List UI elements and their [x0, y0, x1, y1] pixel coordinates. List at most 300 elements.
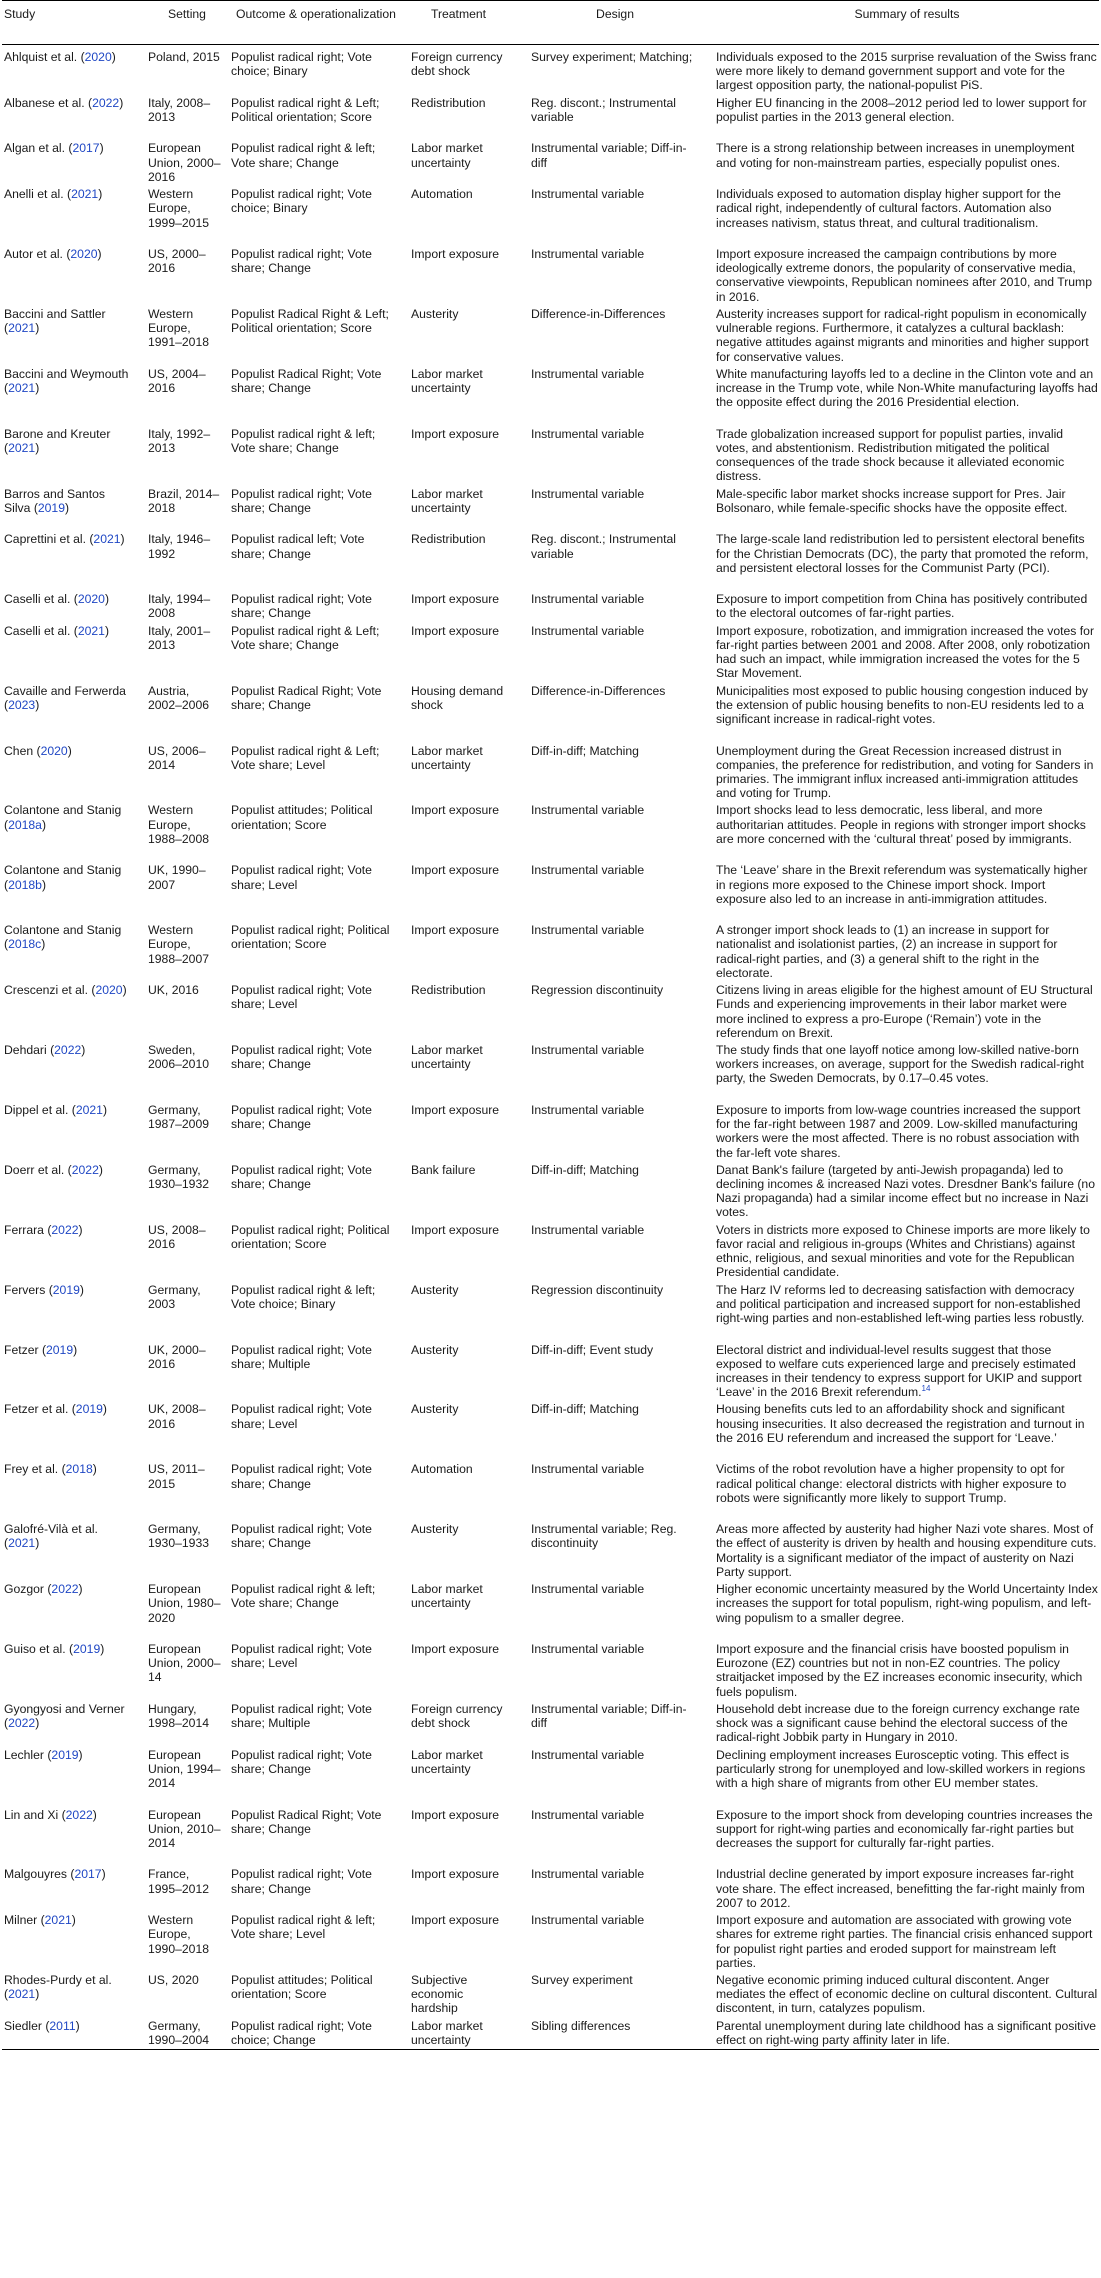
- design-cell-text: Diff-in-diff; Matching: [531, 1162, 639, 1177]
- summary-cell-text: Housing benefits cuts led to an affordability shock and significant housing insecurities. It also decreased the registration and turnout in the 2016 EU referendum and increased the support for ‘Leave.’: [716, 1402, 1085, 1445]
- outcome-cell: [231, 1283, 401, 1311]
- design-cell: [531, 487, 699, 501]
- outcome-cell-text: Populist radical right; Vote share; Change: [231, 1462, 372, 1491]
- summary-cell-text: Import exposure, robotization, and immigration increased the votes for far-right parties between 2001 and 2008. After 2008, only robotization had such an impact, while immigration increased the votes for the 5 Star Movement.: [716, 623, 1095, 681]
- summary-cell-text: Citizens living in areas eligible for the highest amount of EU Structural Funds and experiencing improvements in their labor market were more inclined to express a pro-Europe (‘Remain’) vote in the referendum on Brexit.: [716, 983, 1093, 1040]
- outcome-cell-text: Populist attitudes; Political orientation; Score: [231, 1973, 373, 2002]
- citation-year-link[interactable]: 2021: [8, 1536, 36, 1551]
- outcome-cell-text: Populist radical right & left; Vote share; Change: [231, 141, 376, 170]
- design-cell: [531, 684, 699, 698]
- study-cell: Malgouyres (2017): [4, 1867, 106, 1882]
- treatment-cell: [411, 592, 506, 606]
- setting-cell-text: Italy, 1994–2008: [148, 592, 211, 621]
- summary-cell: [716, 684, 1098, 727]
- study-cell: Baccini and Weymouth (2021): [4, 366, 129, 395]
- setting-cell-text: European Union, 2000–14: [148, 1642, 221, 1685]
- design-cell-text: Survey experiment; Matching;: [531, 50, 693, 64]
- design-cell: [531, 1402, 699, 1416]
- outcome-cell-text: Populist radical right; Political orientation; Score: [231, 1222, 390, 1251]
- design-cell: [531, 532, 699, 560]
- design-cell: [531, 1163, 699, 1177]
- outcome-cell: [231, 803, 401, 831]
- treatment-cell-text: Housing demand shock: [411, 683, 504, 712]
- design-cell-text: Diff-in-diff; Event study: [531, 1342, 654, 1357]
- setting-cell: [148, 1343, 226, 1371]
- setting-cell-text: European Union, 2010–2014: [148, 1807, 221, 1850]
- summary-cell-text: Import shocks lead to less democratic, less liberal, and more authoritarian attitudes. People in regions with stronger import shocks are more concerned with the ‘cultural threat’ posed by immigrants.: [716, 803, 1086, 846]
- setting-cell-text: France, 1995–2012: [148, 1867, 210, 1896]
- citation-year-link[interactable]: 2021: [71, 187, 99, 202]
- treatment-cell-text: Automation: [411, 187, 473, 202]
- summary-cell-text: There is a strong relationship between increases in unemployment and voting for non-mainstream parties, especially populist ones.: [716, 141, 1075, 170]
- design-cell-text: Instrumental variable: [531, 247, 645, 261]
- setting-cell-text: Germany, 1930–1933: [148, 1522, 210, 1551]
- design-cell: [531, 592, 699, 606]
- outcome-cell: [231, 487, 401, 515]
- design-cell-text: Instrumental variable: [531, 1582, 645, 1597]
- study-cell: Colantone and Stanig (2018a): [4, 803, 122, 832]
- summary-cell: [716, 532, 1098, 575]
- treatment-cell-text: Labor market uncertainty: [411, 743, 483, 772]
- summary-cell: [716, 487, 1098, 515]
- summary-cell-text: Parental unemployment during late childhood has a significant positive effect on right-wing party affinity later in life.: [716, 2018, 1097, 2047]
- setting-cell: [148, 1867, 226, 1895]
- setting-cell-text: Hungary, 1998–2014: [148, 1701, 210, 1731]
- design-cell-text: Instrumental variable: [531, 366, 645, 381]
- citation-year-link[interactable]: 2021: [75, 1102, 103, 1117]
- study-cell: Rhodes-Purdy et al. (2021): [4, 1973, 112, 2002]
- setting-cell: [148, 1808, 226, 1851]
- study-author: Dehdari: [4, 1043, 51, 1057]
- outcome-cell: [231, 1103, 401, 1131]
- summary-cell: [716, 1223, 1098, 1280]
- summary-cell: [716, 1973, 1098, 2016]
- outcome-cell: [231, 1462, 401, 1490]
- outcome-cell-text: Populist radical right & left; Vote share; Change: [231, 1582, 376, 1611]
- design-cell: [531, 1913, 699, 1927]
- design-cell: [531, 141, 699, 169]
- study-author: Colantone and Stanig: [4, 863, 122, 878]
- summary-cell: [716, 50, 1098, 93]
- citation-year-link[interactable]: 2023: [8, 697, 36, 712]
- setting-cell-text: US, 2011–2015: [148, 1462, 205, 1491]
- treatment-cell: [411, 1462, 506, 1476]
- study-cell: Algan et al. (2017): [4, 141, 104, 156]
- setting-cell: [148, 1913, 226, 1956]
- outcome-cell: [231, 1867, 401, 1895]
- outcome-cell-text: Populist radical right; Vote choice; Binary: [231, 187, 372, 216]
- outcome-cell-text: Populist radical right; Vote share; Change: [231, 1747, 372, 1776]
- summary-cell-text: Higher economic uncertainty measured by the World Uncertainty Index increases the support for total populism, right-wing populism, and left-wing populism to a smaller degree.: [716, 1582, 1098, 1625]
- treatment-cell-text: Labor market uncertainty: [411, 1043, 483, 1072]
- citation-year-link[interactable]: 2022: [71, 1162, 99, 1177]
- outcome-cell-text: Populist radical right; Vote share; Change: [231, 1867, 372, 1896]
- setting-cell-text: Austria, 2002–2006: [148, 683, 210, 712]
- summary-cell-text: The large-scale land redistribution led to persistent electoral benefits for the Christian Democrats (DC), the party that promoted the reform, and persistent electoral losses for the Communist Party (PCI).: [716, 532, 1089, 575]
- design-cell: [531, 803, 699, 817]
- design-cell: [531, 624, 699, 638]
- outcome-cell: [231, 983, 401, 1011]
- summary-cell: [716, 247, 1098, 304]
- design-cell-text: Instrumental variable: [531, 1807, 645, 1822]
- outcome-cell: [231, 1808, 401, 1836]
- citation-year-link[interactable]: 2020: [95, 983, 123, 998]
- study-author: Fervers: [4, 1282, 49, 1297]
- study-author: Caselli et al.: [4, 623, 74, 638]
- treatment-cell-text: Redistribution: [411, 532, 486, 547]
- outcome-cell-text: Populist radical right & left; Vote choice; Binary: [231, 1282, 376, 1311]
- citation-year-link[interactable]: 2020: [84, 50, 112, 64]
- treatment-cell-text: Import exposure: [411, 1102, 500, 1117]
- citation-year-link[interactable]: 2022: [8, 1716, 36, 1731]
- citation-year-link[interactable]: 2022: [51, 1222, 79, 1237]
- study-author: Milner: [4, 1913, 41, 1928]
- top-rule: [2, 0, 1099, 1]
- study-author: Fetzer: [4, 1342, 42, 1357]
- citation-year-link[interactable]: 2017: [74, 1867, 102, 1882]
- citation-year-link[interactable]: 2017: [72, 141, 100, 156]
- design-cell: [531, 1103, 699, 1117]
- setting-cell: [148, 624, 226, 652]
- bottom-rule: [2, 2049, 1099, 2050]
- outcome-cell-text: Populist radical right; Vote share; Change: [231, 1102, 372, 1132]
- citation-year-link[interactable]: 2022: [54, 1043, 82, 1057]
- study-author: Fetzer et al.: [4, 1402, 72, 1417]
- setting-cell-text: European Union, 1980–2020: [148, 1582, 221, 1625]
- outcome-cell-text: Populist radical right; Vote share; Change: [231, 592, 372, 621]
- design-cell-text: Instrumental variable: [531, 592, 645, 607]
- setting-cell-text: European Union, 1994–2014: [148, 1747, 221, 1790]
- outcome-cell: [231, 1582, 401, 1610]
- treatment-cell: [411, 1642, 506, 1656]
- setting-cell-text: European Union, 2000–2016: [148, 141, 221, 184]
- citation-year-link[interactable]: 2020: [70, 247, 98, 261]
- outcome-cell: [231, 1748, 401, 1776]
- outcome-cell: [231, 427, 401, 455]
- treatment-cell: [411, 1043, 506, 1071]
- study-author: Siedler: [4, 2018, 46, 2033]
- setting-cell-text: US, 2008–2016: [148, 1222, 206, 1251]
- citation-year-link[interactable]: 2022: [51, 1582, 79, 1597]
- citation-year-link[interactable]: 2021: [93, 532, 121, 547]
- setting-cell: [148, 141, 226, 184]
- treatment-cell: [411, 863, 506, 877]
- summary-cell: [716, 1462, 1098, 1505]
- design-cell-text: Instrumental variable: [531, 1867, 645, 1882]
- design-cell-text: Instrumental variable: [531, 1642, 645, 1656]
- design-cell-text: Instrumental variable; Diff-in-diff: [531, 141, 687, 170]
- outcome-cell: [231, 2019, 401, 2047]
- design-cell-text: Sibling differences: [531, 2018, 631, 2033]
- treatment-cell-text: Import exposure: [411, 863, 500, 878]
- citation-year-link[interactable]: 2018a: [8, 817, 42, 832]
- outcome-cell: [231, 247, 401, 275]
- outcome-cell-text: Populist radical right; Vote share; Level: [231, 983, 372, 1012]
- citation-year-link[interactable]: 2018b: [8, 877, 42, 892]
- design-cell-text: Instrumental variable: [531, 486, 645, 501]
- study-cell: Ferrara (2022): [4, 1222, 83, 1237]
- outcome-cell: [231, 1913, 401, 1941]
- citation-year-link[interactable]: 2020: [40, 743, 68, 758]
- study-author: Guiso et al.: [4, 1642, 70, 1656]
- treatment-cell: [411, 1748, 506, 1776]
- design-cell-text: Instrumental variable: [531, 1102, 645, 1117]
- setting-cell: [148, 307, 226, 350]
- summary-cell-text: Household debt increase due to the foreign currency exchange rate shock was a significant cause behind the electoral success of the radical-right Jobbik party in Hungary in 2010.: [716, 1701, 1080, 1745]
- treatment-cell: [411, 247, 506, 261]
- design-cell-text: Survey experiment: [531, 1973, 633, 1987]
- study-cell: Gozgor (2022): [4, 1582, 83, 1597]
- design-cell-text: Instrumental variable: [531, 426, 645, 441]
- treatment-cell-text: Import exposure: [411, 1913, 500, 1928]
- treatment-cell-text: Foreign currency debt shock: [411, 1701, 503, 1731]
- design-cell: [531, 307, 699, 321]
- study-author: Cavaille and Ferwerda: [4, 683, 126, 698]
- header-outcome: Outcome & operationalization: [236, 7, 396, 21]
- study-author: Chen: [4, 743, 37, 758]
- summary-cell: [716, 1642, 1098, 1699]
- outcome-cell-text: Populist radical right; Political orientation; Score: [231, 923, 390, 952]
- design-cell: [531, 247, 699, 261]
- design-cell: [531, 1462, 699, 1476]
- citation-year-link[interactable]: 2021: [77, 623, 105, 638]
- design-cell: [531, 50, 699, 64]
- treatment-cell: [411, 1582, 506, 1610]
- outcome-cell: [231, 1522, 401, 1550]
- setting-cell: [148, 187, 226, 230]
- setting-cell-text: Western Europe, 1991–2018: [148, 306, 210, 350]
- outcome-cell-text: Populist radical right & Left; Political orientation; Score: [231, 95, 380, 124]
- treatment-cell-text: Labor market uncertainty: [411, 2018, 483, 2047]
- design-cell: [531, 2019, 699, 2033]
- summary-cell-text: Negative economic priming induced cultural discontent. Anger mediates the effect of economic decline on cultural discontent. Cultural discontent, in turn, catalyzes populism.: [716, 1973, 1098, 2016]
- design-cell-text: Instrumental variable: [531, 1043, 645, 1057]
- outcome-cell-text: Populist radical right; Vote share; Level: [231, 1642, 372, 1671]
- design-cell-text: Instrumental variable; Reg. discontinuity: [531, 1522, 677, 1551]
- treatment-cell: [411, 487, 506, 515]
- outcome-cell: [231, 187, 401, 215]
- outcome-cell-text: Populist radical right; Vote share; Change: [231, 1043, 372, 1072]
- outcome-cell: [231, 1343, 401, 1371]
- study-cell: Fervers (2019): [4, 1282, 84, 1297]
- treatment-cell-text: Import exposure: [411, 803, 500, 818]
- treatment-cell: [411, 187, 506, 201]
- study-author: Caselli et al.: [4, 592, 74, 607]
- citation-year-link[interactable]: 2021: [8, 381, 36, 395]
- treatment-cell-text: Import exposure: [411, 1807, 500, 1822]
- study-cell: Dehdari (2022): [4, 1043, 86, 1057]
- setting-cell: [148, 803, 226, 846]
- study-cell: Ahlquist et al. (2020): [4, 50, 116, 64]
- treatment-cell: [411, 684, 506, 712]
- summary-cell: [716, 1913, 1098, 1970]
- outcome-cell-text: Populist radical right; Vote share; Level: [231, 1402, 372, 1431]
- citation-year-link[interactable]: 2011: [49, 2018, 76, 2033]
- study-author: Autor et al.: [4, 247, 67, 261]
- treatment-cell-text: Import exposure: [411, 1867, 500, 1882]
- treatment-cell: [411, 1103, 506, 1117]
- design-cell-text: Reg. discont.; Instrumental variable: [531, 95, 676, 124]
- setting-cell: [148, 50, 226, 64]
- setting-cell-text: Poland, 2015: [148, 50, 220, 64]
- outcome-cell: [231, 1043, 401, 1071]
- citation-year-link[interactable]: 2022: [92, 95, 120, 110]
- citation-year-link[interactable]: 2021: [8, 1987, 36, 2002]
- summary-cell: [716, 1748, 1098, 1791]
- outcome-cell: [231, 1163, 401, 1191]
- citation-year-link[interactable]: 2018: [65, 1462, 93, 1477]
- treatment-cell: [411, 532, 506, 546]
- design-cell: [531, 1702, 699, 1730]
- setting-cell: [148, 1702, 226, 1730]
- treatment-cell-text: Import exposure: [411, 1642, 500, 1656]
- summary-cell: [716, 1808, 1098, 1851]
- setting-cell-text: Brazil, 2014–2018: [148, 486, 220, 515]
- summary-cell-text: Voters in districts more exposed to Chinese imports are more likely to favor racial and religious in-groups (Whites and Christians) against ethnic, religious, and sexual minorities and vote for the Republican Presidential candidate.: [716, 1222, 1090, 1280]
- outcome-cell-text: Populist radical right; Vote share; Multiple: [231, 1342, 372, 1371]
- outcome-cell: [231, 367, 401, 395]
- study-author: Frey et al.: [4, 1462, 62, 1477]
- setting-cell: [148, 1642, 226, 1685]
- study-author: Baccini and Sattler: [4, 306, 106, 321]
- summary-cell-text: Male-specific labor market shocks increase support for Pres. Jair Bolsonaro, while female-specific shocks have the opposite effect.: [716, 486, 1068, 515]
- header-study: Study: [4, 7, 36, 21]
- treatment-cell: [411, 1223, 506, 1237]
- study-author: Rhodes-Purdy et al.: [4, 1973, 112, 1987]
- design-cell: [531, 1522, 699, 1550]
- study-author: Ferrara: [4, 1222, 48, 1237]
- citation-year-link[interactable]: 2021: [8, 440, 36, 455]
- study-author: Dippel et al.: [4, 1102, 72, 1117]
- design-cell: [531, 1582, 699, 1596]
- citation-year-link[interactable]: 2019: [52, 1282, 80, 1297]
- outcome-cell-text: Populist radical right & left; Vote share; Change: [231, 426, 376, 455]
- footnote-link[interactable]: 14: [921, 1384, 931, 1394]
- header-setting: Setting: [168, 7, 206, 21]
- outcome-cell-text: Populist radical right; Vote choice; Change: [231, 2018, 372, 2047]
- outcome-cell: [231, 1223, 401, 1251]
- treatment-cell: [411, 141, 506, 169]
- treatment-cell: [411, 2019, 506, 2047]
- summary-cell: [716, 592, 1098, 620]
- citation-year-link[interactable]: 2018c: [8, 937, 42, 952]
- setting-cell: [148, 592, 226, 620]
- design-cell-text: Regression discontinuity: [531, 983, 664, 998]
- treatment-cell-text: Labor market uncertainty: [411, 1582, 483, 1611]
- setting-cell: [148, 684, 226, 712]
- setting-cell-text: Western Europe, 1990–2018: [148, 1913, 210, 1956]
- design-cell-text: Difference-in-Differences: [531, 683, 666, 698]
- treatment-cell-text: Import exposure: [411, 623, 500, 638]
- outcome-cell: [231, 96, 401, 124]
- treatment-cell: [411, 96, 506, 110]
- citation-year-link[interactable]: 2019: [73, 1642, 101, 1656]
- setting-cell-text: Sweden, 2006–2010: [148, 1043, 210, 1072]
- citation-year-link[interactable]: 2020: [77, 592, 105, 607]
- citation-year-link[interactable]: 2019: [37, 500, 65, 515]
- treatment-cell-text: Redistribution: [411, 983, 486, 998]
- summary-cell-text: Municipalities most exposed to public housing congestion induced by the extension of public housing benefits to non-EU residents led to a significant increase in radical-right votes.: [716, 683, 1088, 726]
- summary-cell-text: Import exposure increased the campaign contributions by more ideologically extreme donors, the popularity of conservative media, conservative viewpoints, Republican nominees after 2010, and Trump in 2016.: [716, 247, 1092, 304]
- study-cell: Baccini and Sattler (2021): [4, 306, 106, 336]
- setting-cell: [148, 983, 226, 997]
- citation-year-link[interactable]: 2022: [65, 1807, 93, 1822]
- treatment-cell-text: Automation: [411, 1462, 473, 1477]
- treatment-cell: [411, 1283, 506, 1297]
- design-cell: [531, 96, 699, 124]
- outcome-cell: [231, 684, 401, 712]
- summary-cell: [716, 427, 1098, 484]
- summary-cell: [716, 1163, 1098, 1220]
- study-cell: Galofré-Vilà et al. (2021): [4, 1522, 98, 1551]
- citation-year-link[interactable]: 2019: [46, 1342, 74, 1357]
- study-author: Lin and Xi: [4, 1807, 62, 1822]
- setting-cell: [148, 1522, 226, 1550]
- citation-year-link[interactable]: 2021: [8, 321, 36, 336]
- header-summary: Summary of results: [854, 7, 960, 21]
- study-cell: Caselli et al. (2020): [4, 592, 110, 607]
- study-author: Caprettini et al.: [4, 532, 90, 547]
- design-cell: [531, 1808, 699, 1822]
- study-cell: Anelli et al. (2021): [4, 187, 103, 202]
- summary-cell-text: Exposure to imports from low-wage countries increased the support for the far-right between 1987 and 2009. Low-skilled manufacturing workers were the most affected. There is no robust association with the far-left vote shares.: [716, 1102, 1081, 1160]
- design-cell-text: Instrumental variable: [531, 623, 645, 638]
- design-cell: [531, 1223, 699, 1237]
- setting-cell: [148, 1402, 226, 1430]
- design-cell: [531, 1973, 699, 1987]
- study-cell: Doerr et al. (2022): [4, 1162, 103, 1177]
- treatment-cell-text: Labor market uncertainty: [411, 141, 483, 170]
- study-cell: Milner (2021): [4, 1913, 76, 1928]
- setting-cell: [148, 863, 226, 891]
- setting-cell: [148, 532, 226, 560]
- outcome-cell: [231, 307, 401, 335]
- treatment-cell-text: Austerity: [411, 1522, 459, 1537]
- treatment-cell-text: Subjective economic hardship: [411, 1973, 468, 2016]
- setting-cell-text: UK, 2008–2016: [148, 1402, 206, 1431]
- study-cell: Fetzer et al. (2019): [4, 1402, 107, 1417]
- treatment-cell: [411, 1522, 506, 1536]
- citation-year-link[interactable]: 2021: [44, 1913, 72, 1928]
- design-cell: [531, 744, 699, 758]
- outcome-cell-text: Populist attitudes; Political orientation; Score: [231, 803, 373, 832]
- summary-cell-text: Individuals exposed to the 2015 surprise revaluation of the Swiss franc were more likely to demand government support and vote for the largest opposition party, the national-populist PiS.: [716, 50, 1097, 93]
- setting-cell-text: Germany, 1930–1932: [148, 1162, 210, 1191]
- design-cell: [531, 1748, 699, 1762]
- setting-cell: [148, 1163, 226, 1191]
- outcome-cell-text: Populist radical right; Vote choice; Binary: [231, 50, 372, 79]
- treatment-cell: [411, 1163, 506, 1177]
- summary-cell: [716, 1867, 1098, 1910]
- setting-cell-text: Germany, 2003: [148, 1282, 201, 1311]
- treatment-cell-text: Foreign currency debt shock: [411, 50, 503, 79]
- treatment-cell: [411, 1702, 506, 1730]
- study-cell: Albanese et al. (2022): [4, 95, 124, 110]
- design-cell-text: Instrumental variable: [531, 1747, 645, 1762]
- setting-cell-text: Germany, 1990–2004: [148, 2018, 210, 2047]
- setting-cell: [148, 1043, 226, 1071]
- summary-cell: [716, 1283, 1098, 1326]
- summary-cell-text: White manufacturing layoffs led to a decline in the Clinton vote and an increase in the Trump vote, while Non-White manufacturing layoffs had the opposite effect during the 2016 Presidential election.: [716, 366, 1098, 410]
- summary-cell: [716, 1043, 1098, 1086]
- summary-cell-text: Austerity increases support for radical-right populism in economically vulnerable regions. Furthermore, it catalyzes a cultural backlash: negative attitudes against migrants and minorities and higher support for conservative values.: [716, 306, 1089, 364]
- design-cell-text: Instrumental variable: [531, 803, 645, 818]
- citation-year-link[interactable]: 2019: [51, 1747, 79, 1762]
- setting-cell-text: Italy, 2008–2013: [148, 95, 211, 124]
- study-author: Barros and Santos Silva: [4, 486, 105, 515]
- treatment-cell-text: Import exposure: [411, 592, 500, 607]
- citation-year-link[interactable]: 2019: [75, 1402, 103, 1417]
